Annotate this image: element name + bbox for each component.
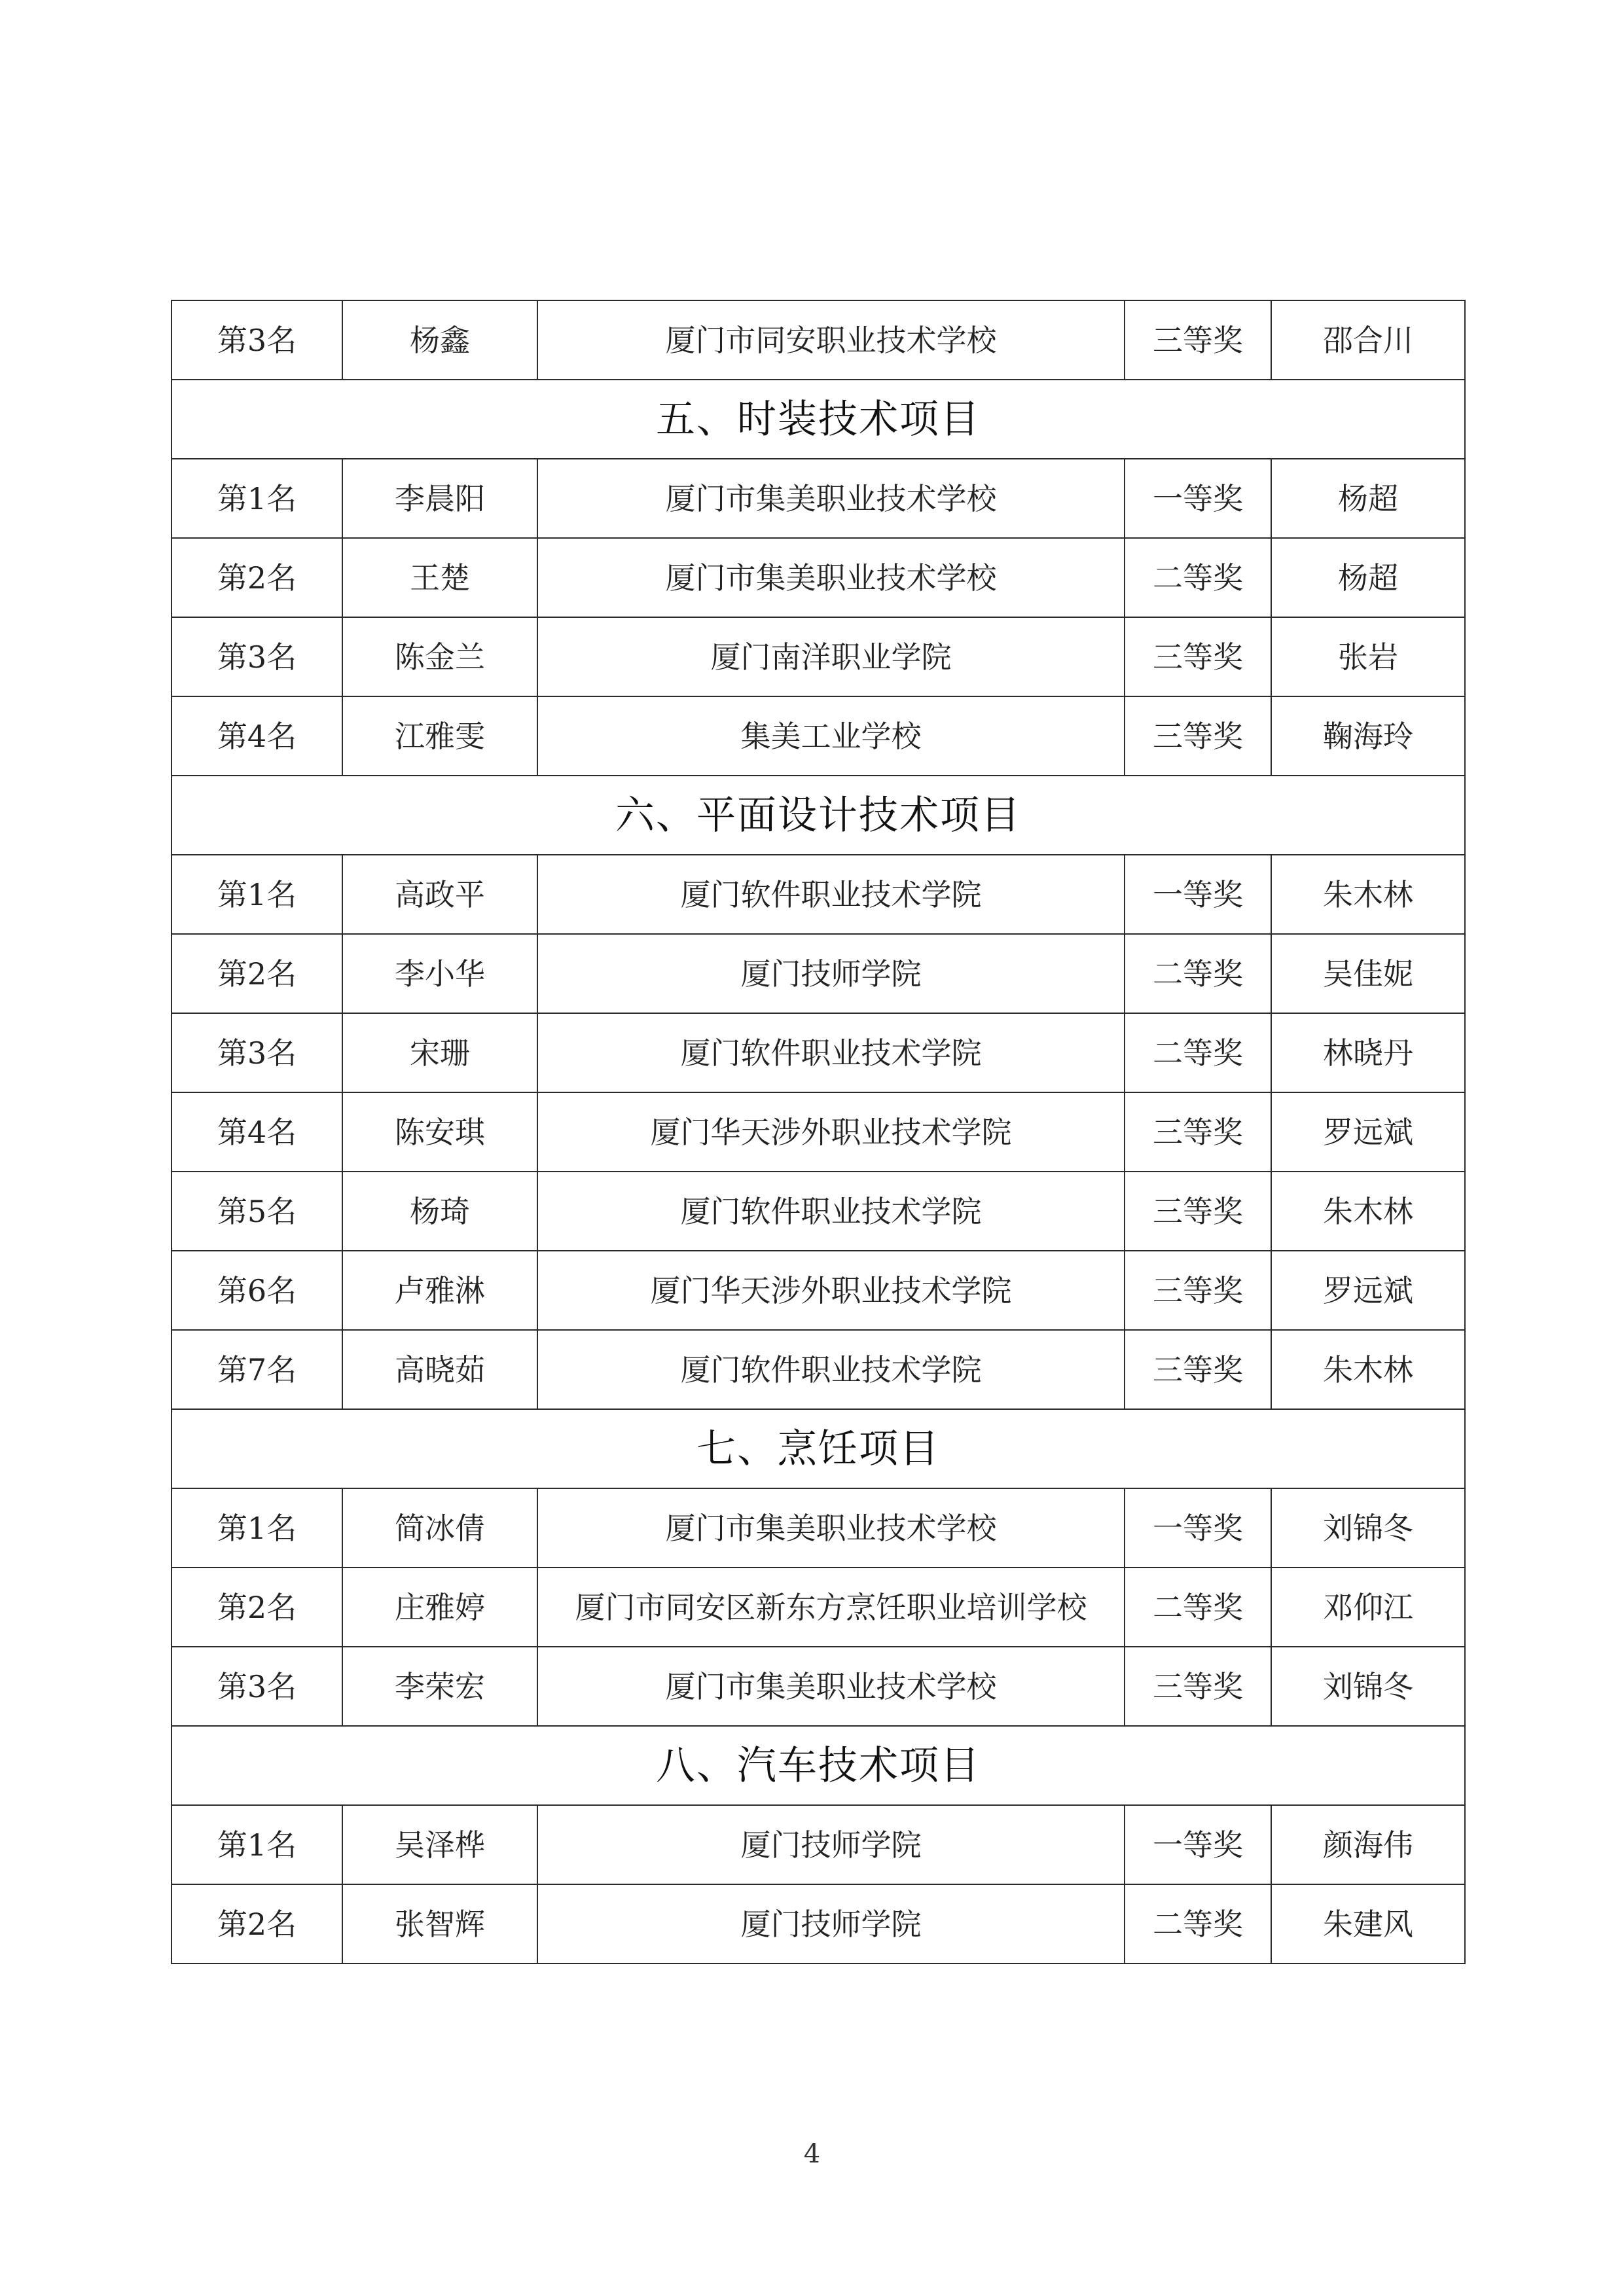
table-row (171, 538, 1465, 617)
rank-cell: 第4名 (171, 696, 342, 776)
rank-cell: 第3名 (171, 617, 342, 696)
rank-cell: 第1名 (171, 855, 342, 934)
rank-cell: 第7名 (171, 1330, 342, 1409)
award-cell: 二等奖 (1125, 1013, 1271, 1092)
mentor-cell: 刘锦冬 (1271, 1488, 1465, 1568)
name-cell: 宋珊 (342, 1013, 537, 1092)
name-cell: 李荣宏 (342, 1647, 537, 1726)
page-number: 4 (803, 2139, 821, 2169)
table-row (171, 855, 1465, 934)
mentor-cell: 邓仰江 (1271, 1568, 1465, 1647)
rank-cell: 第2名 (171, 934, 342, 1013)
section-header-row (171, 776, 1465, 855)
table-row (171, 1251, 1465, 1330)
table-row (171, 617, 1465, 696)
award-cell: 二等奖 (1125, 538, 1271, 617)
mentor-cell: 颜海伟 (1271, 1805, 1465, 1884)
table-row (171, 696, 1465, 776)
table-row (171, 1884, 1465, 1964)
mentor-cell: 鞠海玲 (1271, 696, 1465, 776)
name-cell: 江雅雯 (342, 696, 537, 776)
rank-cell: 第3名 (171, 1647, 342, 1726)
name-cell: 庄雅婷 (342, 1568, 537, 1647)
award-cell: 三等奖 (1125, 696, 1271, 776)
school-cell: 厦门南洋职业学院 (537, 617, 1125, 696)
mentor-cell: 张岩 (1271, 617, 1465, 696)
table-row (171, 1092, 1465, 1172)
school-cell: 厦门华天涉外职业技术学院 (537, 1092, 1125, 1172)
rank-cell: 第2名 (171, 1568, 342, 1647)
section-header-row (171, 1409, 1465, 1488)
mentor-cell: 朱建风 (1271, 1884, 1465, 1964)
name-cell: 高政平 (342, 855, 537, 934)
section-header-row (171, 1726, 1465, 1805)
mentor-cell: 朱木林 (1271, 1172, 1465, 1251)
award-cell: 三等奖 (1125, 1251, 1271, 1330)
award-cell: 三等奖 (1125, 1330, 1271, 1409)
table-row (171, 1805, 1465, 1884)
name-cell: 张智辉 (342, 1884, 537, 1964)
table-row (171, 1568, 1465, 1647)
school-cell: 厦门软件职业技术学院 (537, 855, 1125, 934)
table-row (171, 300, 1465, 380)
rank-cell: 第5名 (171, 1172, 342, 1251)
rank-cell: 第1名 (171, 1488, 342, 1568)
award-cell: 一等奖 (1125, 459, 1271, 538)
school-cell: 厦门市同安职业技术学校 (537, 300, 1125, 380)
awards-table (171, 300, 1466, 1964)
awards-table-body (171, 300, 1465, 1964)
school-cell: 厦门技师学院 (537, 1805, 1125, 1884)
table-row (171, 1172, 1465, 1251)
name-cell: 杨鑫 (342, 300, 537, 380)
school-cell: 厦门软件职业技术学院 (537, 1013, 1125, 1092)
mentor-cell: 朱木林 (1271, 855, 1465, 934)
award-cell: 二等奖 (1125, 1884, 1271, 1964)
school-cell: 厦门市集美职业技术学校 (537, 538, 1125, 617)
rank-cell: 第2名 (171, 538, 342, 617)
mentor-cell: 刘锦冬 (1271, 1647, 1465, 1726)
award-cell: 三等奖 (1125, 1092, 1271, 1172)
award-cell: 三等奖 (1125, 300, 1271, 380)
table-row (171, 459, 1465, 538)
section-title: 八、汽车技术项目 (171, 1726, 1465, 1805)
award-cell: 三等奖 (1125, 617, 1271, 696)
name-cell: 陈安琪 (342, 1092, 537, 1172)
section-header-row (171, 380, 1465, 459)
school-cell: 厦门市集美职业技术学校 (537, 1488, 1125, 1568)
name-cell: 王楚 (342, 538, 537, 617)
school-cell: 厦门华天涉外职业技术学院 (537, 1251, 1125, 1330)
name-cell: 高晓茹 (342, 1330, 537, 1409)
award-cell: 一等奖 (1125, 855, 1271, 934)
school-cell: 厦门市集美职业技术学校 (537, 1647, 1125, 1726)
award-cell: 二等奖 (1125, 934, 1271, 1013)
rank-cell: 第1名 (171, 459, 342, 538)
section-title: 五、时装技术项目 (171, 380, 1465, 459)
award-cell: 三等奖 (1125, 1647, 1271, 1726)
section-title: 六、平面设计技术项目 (171, 776, 1465, 855)
rank-cell: 第3名 (171, 1013, 342, 1092)
table-row (171, 1647, 1465, 1726)
award-cell: 三等奖 (1125, 1172, 1271, 1251)
section-title: 七、烹饪项目 (171, 1409, 1465, 1488)
rank-cell: 第3名 (171, 300, 342, 380)
name-cell: 吴泽桦 (342, 1805, 537, 1884)
school-cell: 厦门技师学院 (537, 934, 1125, 1013)
school-cell: 厦门软件职业技术学院 (537, 1330, 1125, 1409)
rank-cell: 第6名 (171, 1251, 342, 1330)
mentor-cell: 杨超 (1271, 538, 1465, 617)
award-cell: 二等奖 (1125, 1568, 1271, 1647)
table-row (171, 1488, 1465, 1568)
school-cell: 厦门技师学院 (537, 1884, 1125, 1964)
name-cell: 杨琦 (342, 1172, 537, 1251)
rank-cell: 第4名 (171, 1092, 342, 1172)
rank-cell: 第1名 (171, 1805, 342, 1884)
school-cell: 集美工业学校 (537, 696, 1125, 776)
school-cell: 厦门软件职业技术学院 (537, 1172, 1125, 1251)
award-cell: 一等奖 (1125, 1488, 1271, 1568)
table-row (171, 934, 1465, 1013)
mentor-cell: 罗远斌 (1271, 1251, 1465, 1330)
mentor-cell: 吴佳妮 (1271, 934, 1465, 1013)
table-row (171, 1330, 1465, 1409)
mentor-cell: 邵合川 (1271, 300, 1465, 380)
name-cell: 李小华 (342, 934, 537, 1013)
mentor-cell: 朱木林 (1271, 1330, 1465, 1409)
name-cell: 简冰倩 (342, 1488, 537, 1568)
mentor-cell: 林晓丹 (1271, 1013, 1465, 1092)
school-cell: 厦门市集美职业技术学校 (537, 459, 1125, 538)
table-row (171, 1013, 1465, 1092)
school-cell: 厦门市同安区新东方烹饪职业培训学校 (537, 1568, 1125, 1647)
award-cell: 一等奖 (1125, 1805, 1271, 1884)
rank-cell: 第2名 (171, 1884, 342, 1964)
name-cell: 卢雅淋 (342, 1251, 537, 1330)
name-cell: 李晨阳 (342, 459, 537, 538)
name-cell: 陈金兰 (342, 617, 537, 696)
mentor-cell: 罗远斌 (1271, 1092, 1465, 1172)
mentor-cell: 杨超 (1271, 459, 1465, 538)
